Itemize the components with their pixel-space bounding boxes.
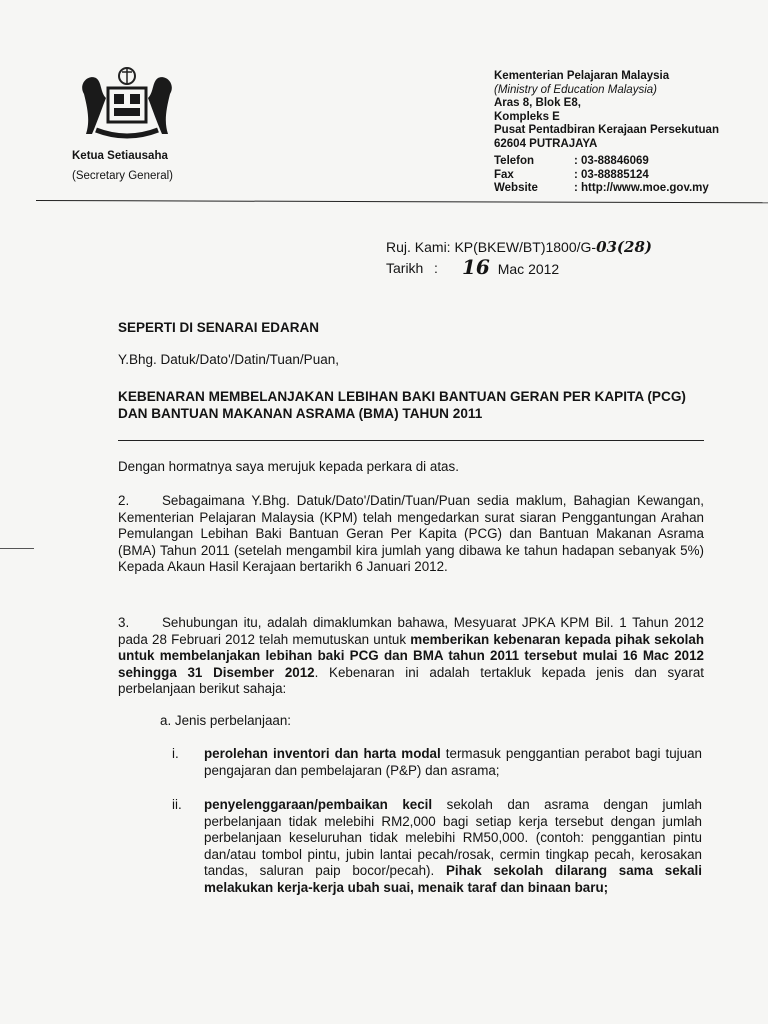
address-line: Aras 8, Blok E8,	[494, 97, 581, 109]
contact-row-fax	[494, 169, 709, 183]
tarikh-month-year: Mac 2012	[497, 261, 560, 277]
margin-mark	[0, 548, 34, 549]
address-line: 62604 PUTRAJAYA	[494, 137, 598, 150]
contact-row-phone	[494, 155, 709, 169]
paragraph-1: Dengan hormatnya saya merujuk kepada perkara di atas.	[118, 459, 459, 474]
tarikh-separator: :	[434, 260, 438, 276]
contact-label: Fax	[494, 168, 514, 181]
ministry-address	[494, 70, 719, 151]
list-item	[204, 746, 702, 779]
list-item-number: ii.	[172, 797, 182, 812]
contact-label: Website	[494, 182, 538, 194]
contact-value: : http://www.moe.gov.my	[574, 182, 709, 194]
paragraph-number: 3.	[118, 615, 130, 630]
subject-heading: KEBENARAN MEMBELANJAKAN LEBIHAN BAKI BANTUAN GERAN PER KAPITA (PCG) DAN BANTUAN MAKANAN ASRAMA (BMA) TAHUN 2011	[118, 389, 686, 421]
ruj-label: Ruj. Kami:	[386, 239, 451, 255]
salutation: Y.Bhg. Datuk/Dato'/Datin/Tuan/Puan,	[118, 352, 339, 367]
ministry-name: Kementerian Pelajaran Malaysia	[494, 70, 670, 82]
subject-underline	[118, 440, 704, 441]
address-line: Kompleks E	[494, 110, 560, 123]
contact-value: : 03-88846069	[574, 155, 649, 167]
tarikh-label: Tarikh	[386, 260, 424, 276]
list-item-bold: perolehan inventori dan harta modal	[204, 746, 441, 761]
paragraph-3	[118, 615, 704, 698]
list-item-text: sekolah dan asrama dengan jumlah perbelanjaan tidak melebihi RM2,000 bagi setiap kerja tersebut dengan jumlah perbelanjaan keseluruhan tidak melebihi RM50,000. (contoh: penggantian pintu dan/atau tombol pintu, jubin lantai pecah/rosak, cermin tingkap pecah, kerosakan tandas, saluran paip bocor/pecah).	[204, 797, 702, 878]
letterhead-divider	[36, 200, 768, 203]
office-title: Ketua Setiausaha	[72, 150, 168, 162]
office-title-english: (Secretary General)	[72, 170, 173, 182]
recipient: SEPERTI DI SENARAI EDARAN	[118, 320, 320, 335]
paragraph-2-text: Sebagaimana Y.Bhg. Datuk/Dato'/Datin/Tuan/Puan sedia maklum, Bahagian Kewangan, Kementerian Pelajaran Malaysia (KPM) telah mengedarkan surat siaran Penggantungan Arahan Pemulangan Lebihan Baki Bantuan Geran Per Kapita (PCG) dan Bantuan Makanan Asrama (BMA) Tahun 2011 (setelah mengambil kira jumlah yang dibawa ke tahun hadapan sebanyak 5%) Kepada Akaun Hasil Kerajaan bertarikh 6 Januari 2012.	[118, 493, 704, 574]
contact-row-website	[494, 182, 709, 196]
contact-value: : 03-88885124	[574, 168, 649, 181]
list-item-text: termasuk penggantian perabot bagi tujuan pengajaran dan pembelajaran (P&P) dan asrama;	[204, 746, 702, 778]
address-line: Pusat Pentadbiran Kerajaan Persekutuan	[494, 124, 719, 136]
list-item-bold-warning: Pihak sekolah dilarang sama sekali melakukan kerja-kerja ubah suai, menaik taraf dan binaan baru;	[204, 863, 702, 895]
list-item-bold: penyelenggaraan/pembaikan kecil	[204, 797, 433, 812]
list-heading-a: a. Jenis perbelanjaan:	[160, 713, 292, 728]
contact-label: Telefon	[494, 155, 535, 167]
paragraph-number: 2.	[118, 493, 130, 508]
paragraph-3-text-b: . Kebenaran ini adalah tertakluk kepada jenis dan syarat perbelanjaan berikut sahaja:	[118, 664, 705, 696]
contact-table	[494, 155, 709, 196]
list-item-number: i.	[172, 746, 179, 761]
ministry-name-english: (Ministry of Education Malaysia)	[494, 83, 657, 96]
coat-of-arms-logo	[72, 64, 182, 144]
reference-block	[384, 236, 654, 280]
ruj-handwritten: 03(28)	[596, 238, 653, 256]
tarikh-day-handwritten: 16	[462, 255, 490, 279]
ruj-value: KP(BKEW/BT)1800/G-	[454, 239, 597, 255]
list-item	[204, 797, 702, 896]
paragraph-3-bold: memberikan kebenaran kepada pihak sekolah untuk membelanjakan lebihan baki PCG dan BMA tahun 2011 tersebut mulai 16 Mac 2012 sehingga 31 Disember 2012	[118, 631, 705, 680]
paragraph-2	[118, 493, 704, 576]
paragraph-3-text-a: Sehubungan itu, adalah dimaklumkan bahawa, Mesyuarat JPKA KPM Bil. 1 Tahun 2012 pada 28 Februari 2012 telah memutuskan untuk	[118, 615, 704, 647]
